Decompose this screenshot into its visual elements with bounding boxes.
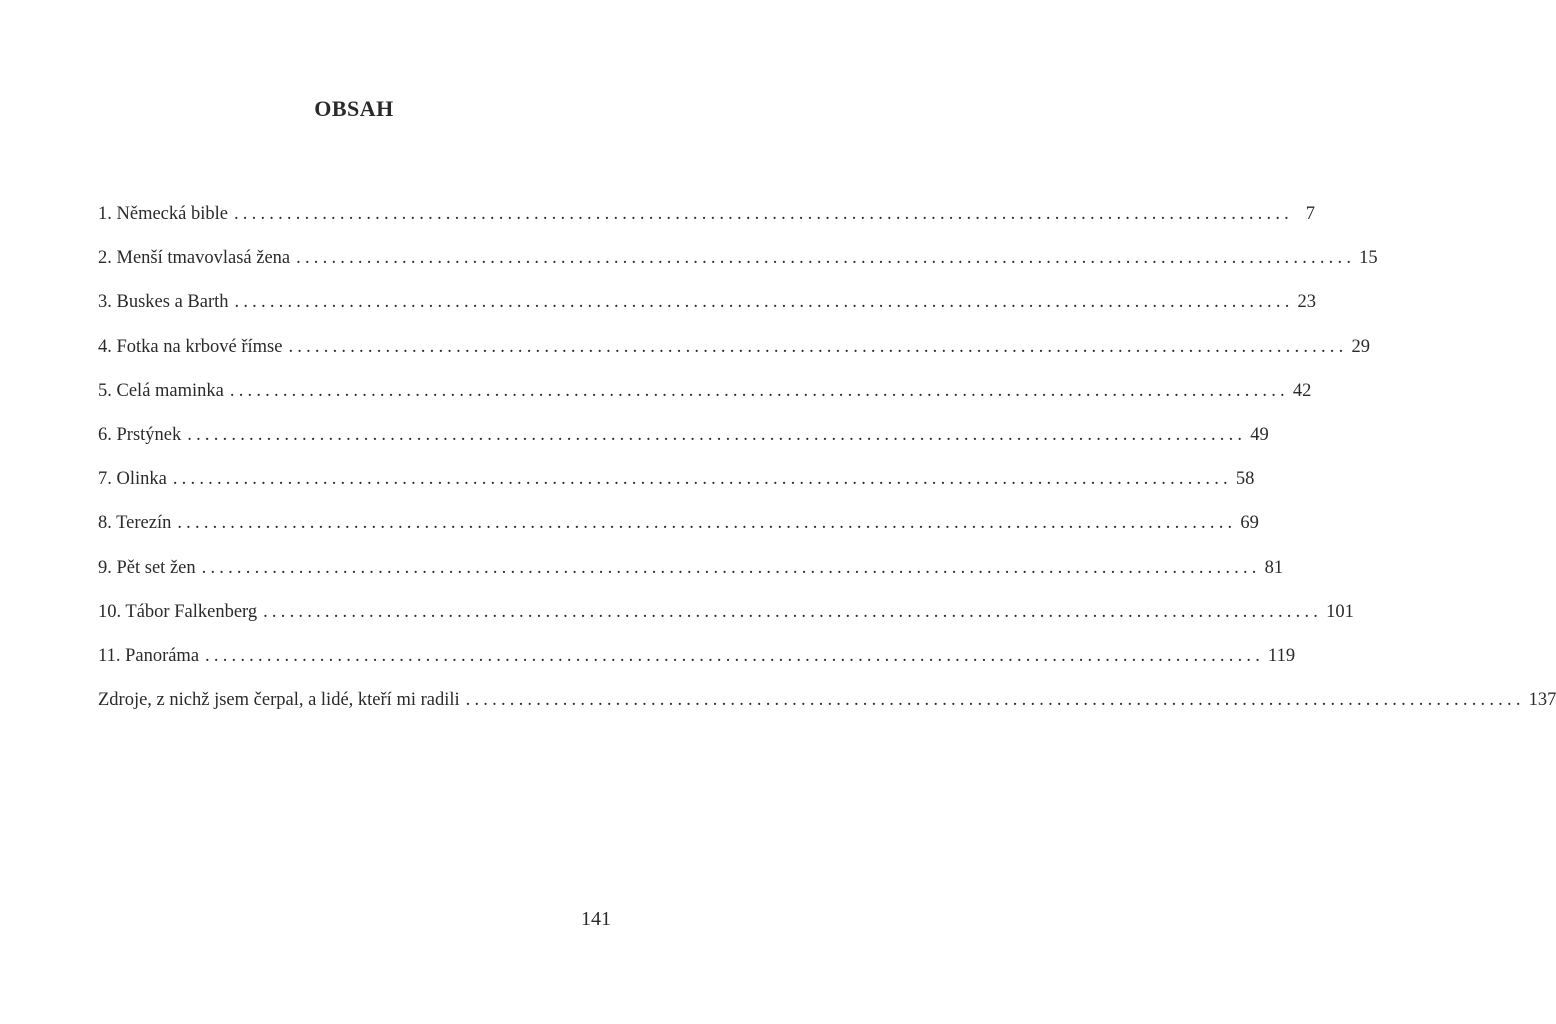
page-title: OBSAH <box>314 96 394 121</box>
toc-entry <box>98 376 1312 420</box>
dot-leader: ........................................................................................................................ <box>201 557 1261 578</box>
toc-entry <box>98 332 1370 376</box>
toc-entry-title: 5. Celá maminka <box>98 380 224 401</box>
dot-leader: ........................................................................................................................ <box>229 380 1289 401</box>
dot-leader: ........................................................................................................................ <box>187 424 1247 445</box>
toc-entry <box>98 508 1259 552</box>
dot-leader: ........................................................................................................................ <box>263 601 1323 622</box>
dot-leader: ........................................................................................................................ <box>172 469 1232 490</box>
toc-entry-title: 11. Panoráma <box>98 645 200 666</box>
toc-entry-title: 2. Menší tmavovlasá žena <box>98 248 291 269</box>
toc-entry <box>98 641 1296 685</box>
toc-entry-page: 49 <box>1250 424 1269 445</box>
dot-leader: ........................................................................................................................ <box>234 292 1294 313</box>
toc-entry-page: 101 <box>1326 601 1354 622</box>
toc-entry-page: 137 <box>1528 690 1556 711</box>
page-number: 141 <box>581 908 611 930</box>
toc-entry-page: 58 <box>1235 469 1255 490</box>
toc-entry-page: 81 <box>1264 557 1284 578</box>
dot-leader: ........................................................................................................................ <box>233 204 1293 224</box>
toc-entry-page: 69 <box>1240 513 1259 534</box>
toc-entry-title: 4. Fotka na krbové římse <box>98 336 283 357</box>
toc-entry-title: 10. Tábor Falkenberg <box>98 601 258 622</box>
toc-entry-title: 8. Terezín <box>98 513 172 534</box>
toc-entry-title: 6. Prstýnek <box>98 424 182 445</box>
toc-entry-page: 119 <box>1268 645 1296 666</box>
toc-entry-page: 15 <box>1359 248 1378 269</box>
dot-leader: ........................................................................................................................ <box>177 513 1237 534</box>
toc-entry-title: 3. Buskes a Barth <box>98 292 229 313</box>
table-of-contents <box>98 199 1556 729</box>
toc-entry-title: Zdroje, z nichž jsem čerpal, a lidé, kteří mi radili <box>98 690 460 711</box>
toc-entry-page: 42 <box>1292 380 1312 401</box>
toc-entry-page: 23 <box>1297 292 1317 313</box>
toc-entry <box>98 243 1378 287</box>
toc-entry <box>98 420 1269 464</box>
toc-entry-title: 7. Olinka <box>98 469 167 490</box>
toc-entry-page: 29 <box>1351 336 1370 357</box>
toc-entry-title: 1. Německá bible <box>98 204 228 224</box>
dot-leader: ........................................................................................................................ <box>465 690 1525 711</box>
toc-entry <box>98 287 1317 331</box>
toc-entry <box>98 464 1255 508</box>
toc-entry <box>98 685 1556 729</box>
toc-entry <box>98 597 1354 641</box>
toc-entry <box>98 199 1315 243</box>
toc-entry-page: 7 <box>1305 204 1315 224</box>
dot-leader: ........................................................................................................................ <box>205 645 1265 666</box>
dot-leader: ........................................................................................................................ <box>288 336 1348 357</box>
dot-leader: ........................................................................................................................ <box>296 248 1356 269</box>
toc-entry-title: 9. Pět set žen <box>98 557 196 578</box>
toc-entry <box>98 553 1284 597</box>
